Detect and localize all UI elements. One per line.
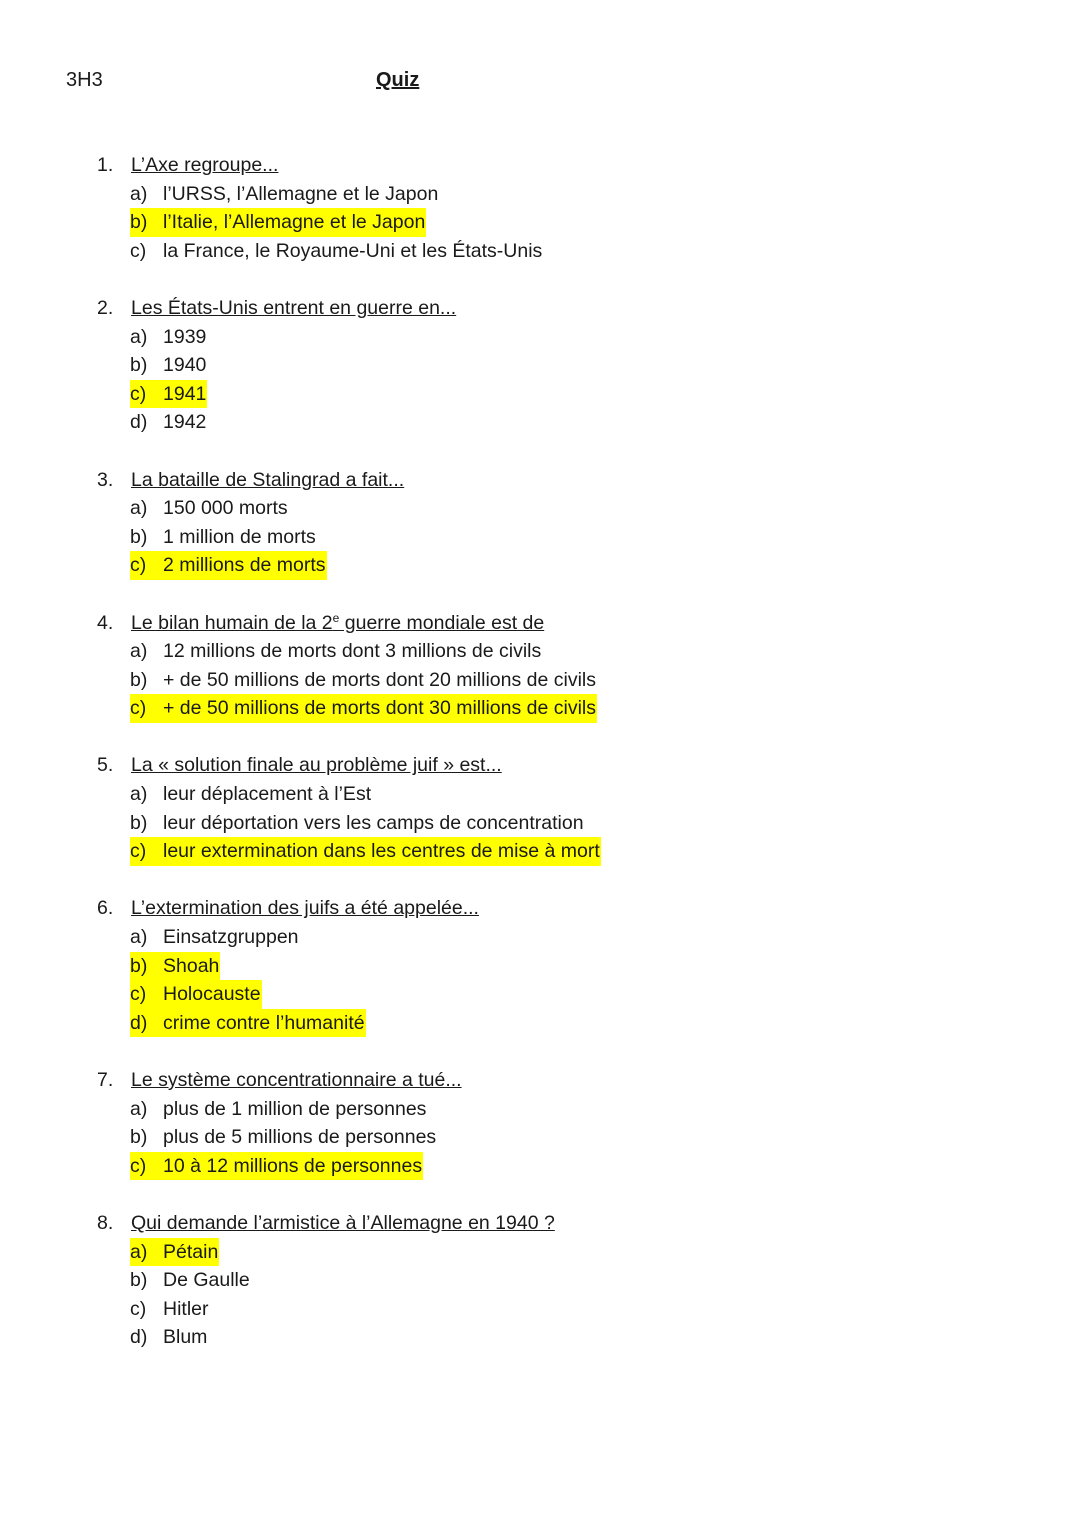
option-text: Hitler [163,1297,209,1320]
option-text: 1940 [163,354,207,377]
option-letter: a) [130,1097,148,1120]
option-d [130,1323,857,1352]
option-letter: a) [130,640,148,663]
question-5 [97,751,857,865]
question-2 [97,294,857,437]
option-d [130,1009,857,1038]
option-text: Pétain [163,1240,219,1263]
option-letter: c) [130,840,147,863]
options-list [130,180,857,266]
options-list [130,637,857,723]
option-text: 10 à 12 millions de personnes [163,1154,423,1177]
option-text: 12 millions de morts dont 3 millions de civils [163,640,542,663]
question-header [97,466,857,495]
question-header [97,609,857,638]
option-text: leur déportation vers les camps de concentration [163,811,584,834]
option-b [130,1123,857,1152]
option-text: l’Italie, l’Allemagne et le Japon [163,211,426,234]
option-c [130,837,857,866]
question-8 [97,1209,857,1352]
options-list [130,323,857,437]
option-letter: c) [130,983,147,1006]
option-text: Shoah [163,954,220,977]
option-text: l’URSS, l’Allemagne et le Japon [163,182,439,205]
option-letter: b) [130,211,148,234]
option-c [130,1152,857,1181]
option-text: crime contre l’humanité [163,1011,365,1034]
question-1 [97,151,857,265]
option-b [130,208,857,237]
option-text: 1941 [163,382,207,405]
option-b [130,809,857,838]
question-text: Les États-Unis entrent en guerre en... [131,296,457,319]
option-text: 150 000 morts [163,497,288,520]
option-b [130,666,857,695]
question-number: 8. [97,1211,114,1234]
option-text: leur déplacement à l’Est [163,783,372,806]
question-header [97,151,857,180]
question-3 [97,466,857,580]
option-letter: b) [130,354,148,377]
option-letter: c) [130,239,147,262]
option-c [130,551,857,580]
option-letter: d) [130,1011,148,1034]
option-a [130,323,857,352]
question-header [97,1209,857,1238]
option-letter: b) [130,525,148,548]
option-letter: b) [130,668,148,691]
option-letter: c) [130,1154,147,1177]
option-c [130,237,857,266]
option-letter: a) [130,783,148,806]
option-letter: c) [130,1297,147,1320]
question-text: Le système concentrationnaire a tué... [131,1069,462,1091]
option-letter: a) [130,325,148,348]
question-number: 3. [97,468,114,491]
question-text: L’extermination des juifs a été appelée... [131,897,479,920]
option-d [130,408,857,437]
option-letter: b) [130,1126,148,1149]
option-a [130,180,857,209]
option-a [130,1238,857,1267]
option-a [130,780,857,809]
option-text: plus de 5 millions de personnes [163,1126,437,1149]
option-letter: a) [130,182,148,205]
option-letter: d) [130,411,148,434]
question-text [131,609,544,638]
option-b [130,351,857,380]
question-number: 2. [97,296,114,319]
option-text: 2 millions de morts [163,554,326,577]
question-7 [97,1066,857,1180]
question-text: La « solution finale au problème juif » est... [131,754,502,777]
option-letter: d) [130,1326,148,1349]
question-number: 7. [97,1069,114,1091]
question-header [97,751,857,780]
question-header [97,894,857,923]
option-letter: c) [130,697,147,720]
question-number: 5. [97,754,114,777]
question-header [97,294,857,323]
option-text: 1942 [163,411,207,434]
class-code: 3H3 [66,69,103,91]
quiz-list [97,151,857,1381]
options-list [130,1095,857,1181]
question-6 [97,894,857,1037]
option-c [130,380,857,409]
option-text: Blum [163,1326,208,1349]
options-list [130,1238,857,1352]
page-title: Quiz [376,69,420,91]
question-text: La bataille de Stalingrad a fait... [131,468,405,491]
option-letter: c) [130,382,147,405]
option-a [130,1095,857,1124]
option-text: Holocauste [163,983,261,1006]
option-a [130,494,857,523]
option-text: Einsatzgruppen [163,926,299,949]
question-header [97,1066,857,1095]
question-text: L’Axe regroupe... [131,154,279,176]
question-text-end: guerre mondiale est de [339,611,545,634]
options-list [130,923,857,1037]
option-text: plus de 1 million de personnes [163,1097,427,1120]
option-letter: c) [130,554,147,577]
option-text: + de 50 millions de morts dont 20 millions de civils [163,668,596,691]
option-c [130,694,857,723]
option-b [130,1266,857,1295]
question-number: 6. [97,897,114,920]
option-text: 1 million de morts [163,525,316,548]
question-number: 1. [97,154,114,176]
question-number: 4. [97,611,114,634]
option-a [130,637,857,666]
ordinal-superscript: e [332,610,340,625]
question-4 [97,609,857,723]
options-list [130,780,857,866]
option-c [130,980,857,1009]
option-b [130,952,857,981]
option-letter: b) [130,954,148,977]
option-text: la France, le Royaume-Uni et les États-Unis [163,239,543,262]
question-text-start: Le bilan humain de la 2 [131,611,333,634]
option-a [130,923,857,952]
question-text: Qui demande l’armistice à l’Allemagne en 1940 ? [131,1211,555,1234]
option-text: + de 50 millions de morts dont 30 millions de civils [163,697,596,720]
option-c [130,1295,857,1324]
option-text: leur extermination dans les centres de mise à mort [163,840,600,863]
option-letter: a) [130,497,148,520]
option-letter: a) [130,1240,148,1263]
option-text: 1939 [163,325,207,348]
option-letter: a) [130,926,148,949]
option-text: De Gaulle [163,1269,250,1292]
options-list [130,494,857,580]
option-letter: b) [130,811,148,834]
option-letter: b) [130,1269,148,1292]
option-b [130,523,857,552]
